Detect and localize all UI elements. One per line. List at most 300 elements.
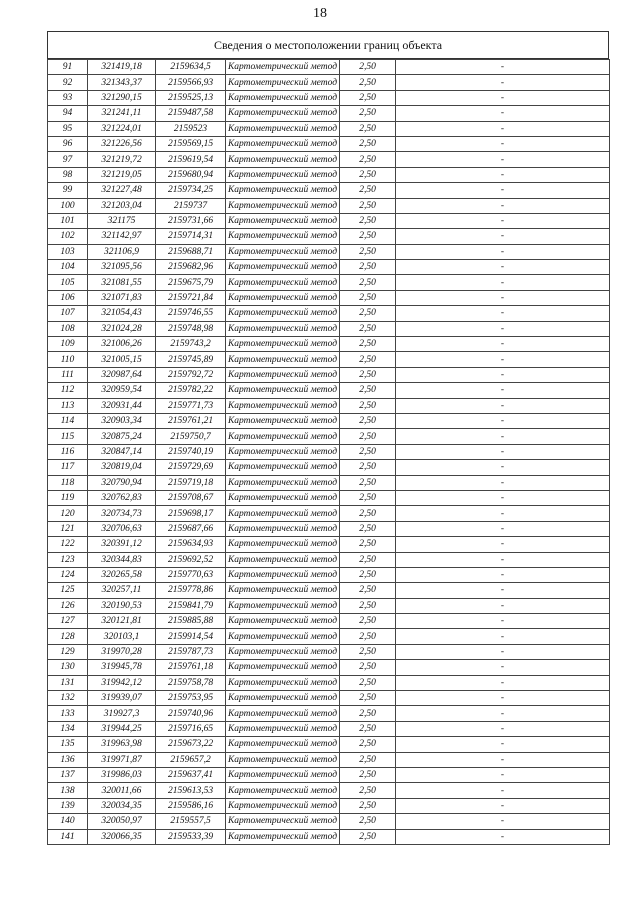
description-cell: - — [396, 75, 610, 90]
point-number-cell: 94 — [48, 106, 88, 121]
y-coordinate-cell: 2159613,53 — [156, 783, 226, 798]
x-coordinate-cell: 320257,11 — [88, 583, 156, 598]
description-cell: - — [396, 490, 610, 505]
method-cell: Картометрический метод — [226, 537, 340, 552]
x-coordinate-cell: 319986,03 — [88, 767, 156, 782]
accuracy-cell: 2,50 — [340, 675, 396, 690]
description-cell: - — [396, 567, 610, 582]
boundary-table — [47, 31, 609, 845]
y-coordinate-cell: 2159657,2 — [156, 752, 226, 767]
table-row — [48, 337, 610, 352]
table-row — [48, 629, 610, 644]
table-row — [48, 244, 610, 259]
y-coordinate-cell: 2159914,54 — [156, 629, 226, 644]
accuracy-cell: 2,50 — [340, 183, 396, 198]
point-number-cell: 141 — [48, 829, 88, 844]
accuracy-cell: 2,50 — [340, 552, 396, 567]
accuracy-cell: 2,50 — [340, 598, 396, 613]
accuracy-cell: 2,50 — [340, 767, 396, 782]
x-coordinate-cell: 321419,18 — [88, 60, 156, 75]
description-cell: - — [396, 767, 610, 782]
table-row — [48, 260, 610, 275]
table-row — [48, 798, 610, 813]
table-row — [48, 60, 610, 75]
x-coordinate-cell: 321071,83 — [88, 290, 156, 305]
accuracy-cell: 2,50 — [340, 798, 396, 813]
method-cell: Картометрический метод — [226, 814, 340, 829]
table-row — [48, 90, 610, 105]
method-cell: Картометрический метод — [226, 152, 340, 167]
accuracy-cell: 2,50 — [340, 537, 396, 552]
description-cell: - — [396, 737, 610, 752]
point-number-cell: 138 — [48, 783, 88, 798]
table-row — [48, 75, 610, 90]
method-cell: Картометрический метод — [226, 213, 340, 228]
x-coordinate-cell: 319942,12 — [88, 675, 156, 690]
table-row — [48, 490, 610, 505]
accuracy-cell: 2,50 — [340, 60, 396, 75]
y-coordinate-cell: 2159770,63 — [156, 567, 226, 582]
x-coordinate-cell: 320034,35 — [88, 798, 156, 813]
description-cell: - — [396, 136, 610, 151]
accuracy-cell: 2,50 — [340, 229, 396, 244]
table-row — [48, 583, 610, 598]
description-cell: - — [396, 614, 610, 629]
method-cell: Картометрический метод — [226, 337, 340, 352]
method-cell: Картометрический метод — [226, 121, 340, 136]
method-cell: Картометрический метод — [226, 490, 340, 505]
y-coordinate-cell: 2159787,73 — [156, 644, 226, 659]
y-coordinate-cell: 2159692,52 — [156, 552, 226, 567]
accuracy-cell: 2,50 — [340, 490, 396, 505]
y-coordinate-cell: 2159523 — [156, 121, 226, 136]
point-number-cell: 124 — [48, 567, 88, 582]
accuracy-cell: 2,50 — [340, 337, 396, 352]
method-cell: Картометрический метод — [226, 583, 340, 598]
y-coordinate-cell: 2159721,84 — [156, 290, 226, 305]
point-number-cell: 112 — [48, 383, 88, 398]
description-cell: - — [396, 321, 610, 336]
accuracy-cell: 2,50 — [340, 398, 396, 413]
point-number-cell: 92 — [48, 75, 88, 90]
table-row — [48, 367, 610, 382]
description-cell: - — [396, 444, 610, 459]
y-coordinate-cell: 2159634,5 — [156, 60, 226, 75]
description-cell: - — [396, 198, 610, 213]
accuracy-cell: 2,50 — [340, 383, 396, 398]
accuracy-cell: 2,50 — [340, 752, 396, 767]
coordinates-table — [47, 59, 610, 845]
y-coordinate-cell: 2159619,54 — [156, 152, 226, 167]
y-coordinate-cell: 2159740,96 — [156, 706, 226, 721]
y-coordinate-cell: 2159637,41 — [156, 767, 226, 782]
x-coordinate-cell: 320265,58 — [88, 567, 156, 582]
description-cell: - — [396, 475, 610, 490]
accuracy-cell: 2,50 — [340, 660, 396, 675]
description-cell: - — [396, 337, 610, 352]
accuracy-cell: 2,50 — [340, 521, 396, 536]
method-cell: Картометрический метод — [226, 460, 340, 475]
x-coordinate-cell: 321203,04 — [88, 198, 156, 213]
table-row — [48, 460, 610, 475]
x-coordinate-cell: 320706,63 — [88, 521, 156, 536]
table-row — [48, 767, 610, 782]
table-row — [48, 183, 610, 198]
method-cell: Картометрический метод — [226, 75, 340, 90]
method-cell: Картометрический метод — [226, 521, 340, 536]
description-cell: - — [396, 290, 610, 305]
y-coordinate-cell: 2159634,93 — [156, 537, 226, 552]
method-cell: Картометрический метод — [226, 706, 340, 721]
point-number-cell: 136 — [48, 752, 88, 767]
method-cell: Картометрический метод — [226, 290, 340, 305]
point-number-cell: 101 — [48, 213, 88, 228]
x-coordinate-cell: 321024,28 — [88, 321, 156, 336]
accuracy-cell: 2,50 — [340, 244, 396, 259]
method-cell: Картометрический метод — [226, 567, 340, 582]
table-row — [48, 567, 610, 582]
description-cell: - — [396, 260, 610, 275]
accuracy-cell: 2,50 — [340, 306, 396, 321]
description-cell: - — [396, 675, 610, 690]
table-row — [48, 444, 610, 459]
point-number-cell: 118 — [48, 475, 88, 490]
table-row — [48, 814, 610, 829]
method-cell: Картометрический метод — [226, 398, 340, 413]
method-cell: Картометрический метод — [226, 660, 340, 675]
x-coordinate-cell: 320987,64 — [88, 367, 156, 382]
point-number-cell: 100 — [48, 198, 88, 213]
y-coordinate-cell: 2159761,21 — [156, 413, 226, 428]
method-cell: Картометрический метод — [226, 413, 340, 428]
point-number-cell: 93 — [48, 90, 88, 105]
point-number-cell: 123 — [48, 552, 88, 567]
description-cell: - — [396, 60, 610, 75]
y-coordinate-cell: 2159753,95 — [156, 691, 226, 706]
table-row — [48, 398, 610, 413]
x-coordinate-cell: 321095,56 — [88, 260, 156, 275]
point-number-cell: 115 — [48, 429, 88, 444]
x-coordinate-cell: 320931,44 — [88, 398, 156, 413]
accuracy-cell: 2,50 — [340, 136, 396, 151]
method-cell: Картометрический метод — [226, 106, 340, 121]
point-number-cell: 96 — [48, 136, 88, 151]
description-cell: - — [396, 629, 610, 644]
method-cell: Картометрический метод — [226, 90, 340, 105]
y-coordinate-cell: 2159680,94 — [156, 167, 226, 182]
accuracy-cell: 2,50 — [340, 506, 396, 521]
table-row — [48, 675, 610, 690]
accuracy-cell: 2,50 — [340, 75, 396, 90]
x-coordinate-cell: 321343,37 — [88, 75, 156, 90]
table-row — [48, 213, 610, 228]
y-coordinate-cell: 2159743,2 — [156, 337, 226, 352]
accuracy-cell: 2,50 — [340, 475, 396, 490]
method-cell: Картометрический метод — [226, 352, 340, 367]
x-coordinate-cell: 320066,35 — [88, 829, 156, 844]
accuracy-cell: 2,50 — [340, 275, 396, 290]
table-row — [48, 229, 610, 244]
point-number-cell: 91 — [48, 60, 88, 75]
y-coordinate-cell: 2159737 — [156, 198, 226, 213]
x-coordinate-cell: 320762,83 — [88, 490, 156, 505]
accuracy-cell: 2,50 — [340, 152, 396, 167]
x-coordinate-cell: 320344,83 — [88, 552, 156, 567]
description-cell: - — [396, 521, 610, 536]
point-number-cell: 130 — [48, 660, 88, 675]
x-coordinate-cell: 321006,26 — [88, 337, 156, 352]
table-row — [48, 691, 610, 706]
description-cell: - — [396, 814, 610, 829]
accuracy-cell: 2,50 — [340, 260, 396, 275]
method-cell: Картометрический метод — [226, 783, 340, 798]
method-cell: Картометрический метод — [226, 229, 340, 244]
method-cell: Картометрический метод — [226, 444, 340, 459]
x-coordinate-cell: 319939,07 — [88, 691, 156, 706]
method-cell: Картометрический метод — [226, 183, 340, 198]
y-coordinate-cell: 2159569,15 — [156, 136, 226, 151]
method-cell: Картометрический метод — [226, 367, 340, 382]
description-cell: - — [396, 398, 610, 413]
description-cell: - — [396, 460, 610, 475]
y-coordinate-cell: 2159782,22 — [156, 383, 226, 398]
method-cell: Картометрический метод — [226, 429, 340, 444]
x-coordinate-cell: 320959,54 — [88, 383, 156, 398]
description-cell: - — [396, 552, 610, 567]
description-cell: - — [396, 90, 610, 105]
accuracy-cell: 2,50 — [340, 198, 396, 213]
accuracy-cell: 2,50 — [340, 213, 396, 228]
method-cell: Картометрический метод — [226, 136, 340, 151]
point-number-cell: 95 — [48, 121, 88, 136]
point-number-cell: 120 — [48, 506, 88, 521]
point-number-cell: 106 — [48, 290, 88, 305]
x-coordinate-cell: 321226,56 — [88, 136, 156, 151]
method-cell: Картометрический метод — [226, 475, 340, 490]
point-number-cell: 107 — [48, 306, 88, 321]
accuracy-cell: 2,50 — [340, 737, 396, 752]
table-row — [48, 721, 610, 736]
description-cell: - — [396, 506, 610, 521]
y-coordinate-cell: 2159748,98 — [156, 321, 226, 336]
table-row — [48, 475, 610, 490]
point-number-cell: 117 — [48, 460, 88, 475]
method-cell: Картометрический метод — [226, 629, 340, 644]
method-cell: Картометрический метод — [226, 721, 340, 736]
point-number-cell: 105 — [48, 275, 88, 290]
point-number-cell: 121 — [48, 521, 88, 536]
y-coordinate-cell: 2159525,13 — [156, 90, 226, 105]
point-number-cell: 111 — [48, 367, 88, 382]
table-row — [48, 106, 610, 121]
point-number-cell: 110 — [48, 352, 88, 367]
table-row — [48, 306, 610, 321]
table-row — [48, 614, 610, 629]
description-cell: - — [396, 660, 610, 675]
accuracy-cell: 2,50 — [340, 429, 396, 444]
description-cell: - — [396, 275, 610, 290]
table-row — [48, 783, 610, 798]
table-row — [48, 644, 610, 659]
table-row — [48, 275, 610, 290]
description-cell: - — [396, 783, 610, 798]
description-cell: - — [396, 367, 610, 382]
description-cell: - — [396, 429, 610, 444]
method-cell: Картометрический метод — [226, 767, 340, 782]
x-coordinate-cell: 320903,34 — [88, 413, 156, 428]
table-row — [48, 537, 610, 552]
table-row — [48, 506, 610, 521]
accuracy-cell: 2,50 — [340, 460, 396, 475]
point-number-cell: 134 — [48, 721, 88, 736]
table-row — [48, 660, 610, 675]
accuracy-cell: 2,50 — [340, 121, 396, 136]
point-number-cell: 125 — [48, 583, 88, 598]
method-cell: Картометрический метод — [226, 552, 340, 567]
x-coordinate-cell: 319970,28 — [88, 644, 156, 659]
table-row — [48, 752, 610, 767]
y-coordinate-cell: 2159487,58 — [156, 106, 226, 121]
accuracy-cell: 2,50 — [340, 614, 396, 629]
accuracy-cell: 2,50 — [340, 367, 396, 382]
point-number-cell: 113 — [48, 398, 88, 413]
y-coordinate-cell: 2159533,39 — [156, 829, 226, 844]
y-coordinate-cell: 2159792,72 — [156, 367, 226, 382]
method-cell: Картометрический метод — [226, 691, 340, 706]
point-number-cell: 135 — [48, 737, 88, 752]
point-number-cell: 103 — [48, 244, 88, 259]
description-cell: - — [396, 352, 610, 367]
description-cell: - — [396, 183, 610, 198]
y-coordinate-cell: 2159746,55 — [156, 306, 226, 321]
x-coordinate-cell: 319945,78 — [88, 660, 156, 675]
description-cell: - — [396, 121, 610, 136]
x-coordinate-cell: 320103,1 — [88, 629, 156, 644]
accuracy-cell: 2,50 — [340, 106, 396, 121]
x-coordinate-cell: 321290,15 — [88, 90, 156, 105]
x-coordinate-cell: 321081,55 — [88, 275, 156, 290]
method-cell: Картометрический метод — [226, 752, 340, 767]
method-cell: Картометрический метод — [226, 198, 340, 213]
point-number-cell: 114 — [48, 413, 88, 428]
method-cell: Картометрический метод — [226, 321, 340, 336]
accuracy-cell: 2,50 — [340, 413, 396, 428]
method-cell: Картометрический метод — [226, 598, 340, 613]
y-coordinate-cell: 2159682,96 — [156, 260, 226, 275]
description-cell: - — [396, 306, 610, 321]
x-coordinate-cell: 321175 — [88, 213, 156, 228]
table-row — [48, 136, 610, 151]
x-coordinate-cell: 320875,24 — [88, 429, 156, 444]
point-number-cell: 102 — [48, 229, 88, 244]
table-row — [48, 121, 610, 136]
y-coordinate-cell: 2159586,16 — [156, 798, 226, 813]
table-row — [48, 598, 610, 613]
accuracy-cell: 2,50 — [340, 90, 396, 105]
description-cell: - — [396, 691, 610, 706]
x-coordinate-cell: 321005,15 — [88, 352, 156, 367]
description-cell: - — [396, 229, 610, 244]
description-cell: - — [396, 829, 610, 844]
point-number-cell: 140 — [48, 814, 88, 829]
point-number-cell: 99 — [48, 183, 88, 198]
accuracy-cell: 2,50 — [340, 444, 396, 459]
method-cell: Картометрический метод — [226, 829, 340, 844]
method-cell: Картометрический метод — [226, 798, 340, 813]
x-coordinate-cell: 320121,81 — [88, 614, 156, 629]
description-cell: - — [396, 798, 610, 813]
table-row — [48, 290, 610, 305]
table-row — [48, 429, 610, 444]
y-coordinate-cell: 2159557,5 — [156, 814, 226, 829]
method-cell: Картометрический метод — [226, 737, 340, 752]
table-row — [48, 737, 610, 752]
table-row — [48, 152, 610, 167]
method-cell: Картометрический метод — [226, 167, 340, 182]
y-coordinate-cell: 2159758,78 — [156, 675, 226, 690]
y-coordinate-cell: 2159719,18 — [156, 475, 226, 490]
point-number-cell: 97 — [48, 152, 88, 167]
y-coordinate-cell: 2159566,93 — [156, 75, 226, 90]
x-coordinate-cell: 320819,04 — [88, 460, 156, 475]
method-cell: Картометрический метод — [226, 675, 340, 690]
y-coordinate-cell: 2159761,18 — [156, 660, 226, 675]
point-number-cell: 131 — [48, 675, 88, 690]
x-coordinate-cell: 321241,11 — [88, 106, 156, 121]
y-coordinate-cell: 2159750,7 — [156, 429, 226, 444]
accuracy-cell: 2,50 — [340, 814, 396, 829]
x-coordinate-cell: 320391,12 — [88, 537, 156, 552]
accuracy-cell: 2,50 — [340, 321, 396, 336]
description-cell: - — [396, 383, 610, 398]
accuracy-cell: 2,50 — [340, 721, 396, 736]
accuracy-cell: 2,50 — [340, 644, 396, 659]
accuracy-cell: 2,50 — [340, 583, 396, 598]
x-coordinate-cell: 321219,05 — [88, 167, 156, 182]
y-coordinate-cell: 2159778,86 — [156, 583, 226, 598]
y-coordinate-cell: 2159708,67 — [156, 490, 226, 505]
table-row — [48, 413, 610, 428]
y-coordinate-cell: 2159698,17 — [156, 506, 226, 521]
table-row — [48, 383, 610, 398]
description-cell: - — [396, 413, 610, 428]
y-coordinate-cell: 2159841,79 — [156, 598, 226, 613]
accuracy-cell: 2,50 — [340, 783, 396, 798]
description-cell: - — [396, 244, 610, 259]
description-cell: - — [396, 213, 610, 228]
description-cell: - — [396, 167, 610, 182]
y-coordinate-cell: 2159885,88 — [156, 614, 226, 629]
x-coordinate-cell: 320847,14 — [88, 444, 156, 459]
x-coordinate-cell: 321106,9 — [88, 244, 156, 259]
x-coordinate-cell: 321227,48 — [88, 183, 156, 198]
point-number-cell: 127 — [48, 614, 88, 629]
x-coordinate-cell: 319927,3 — [88, 706, 156, 721]
table-row — [48, 198, 610, 213]
point-number-cell: 139 — [48, 798, 88, 813]
accuracy-cell: 2,50 — [340, 706, 396, 721]
x-coordinate-cell: 321142,97 — [88, 229, 156, 244]
y-coordinate-cell: 2159687,66 — [156, 521, 226, 536]
accuracy-cell: 2,50 — [340, 167, 396, 182]
description-cell: - — [396, 152, 610, 167]
method-cell: Картометрический метод — [226, 644, 340, 659]
method-cell: Картометрический метод — [226, 506, 340, 521]
point-number-cell: 104 — [48, 260, 88, 275]
y-coordinate-cell: 2159675,79 — [156, 275, 226, 290]
y-coordinate-cell: 2159716,65 — [156, 721, 226, 736]
point-number-cell: 132 — [48, 691, 88, 706]
